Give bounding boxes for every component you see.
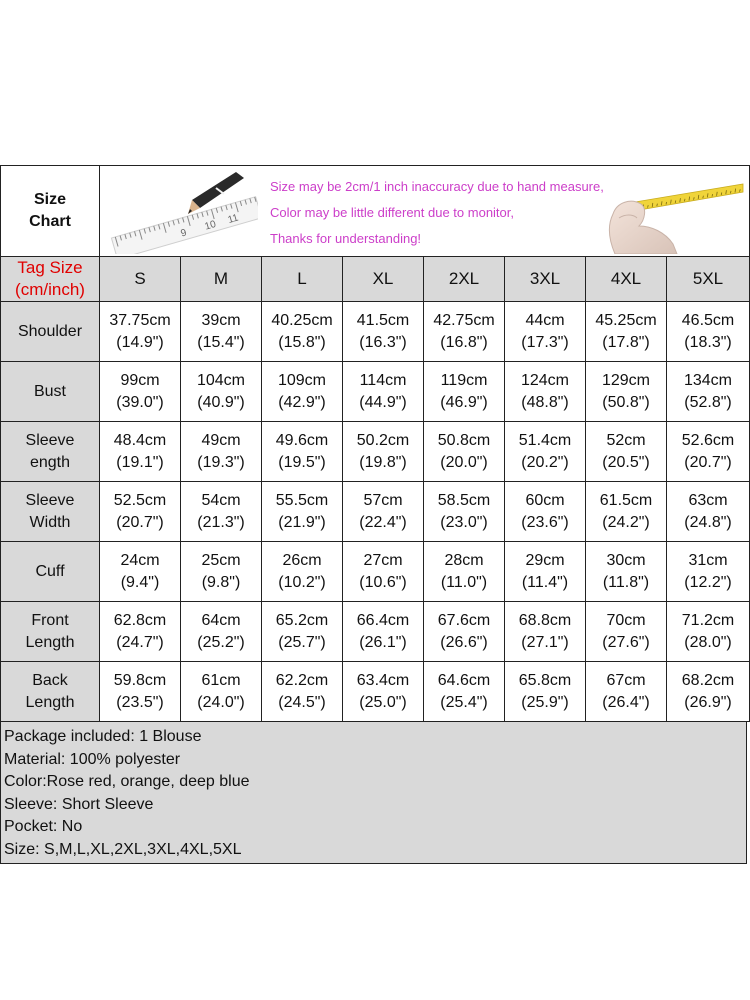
measurement-inch: (42.9")	[278, 393, 326, 411]
size-header-cell: XL	[343, 257, 424, 302]
measurement-cm: 50.2cm	[356, 431, 410, 449]
measurement-inch: (24.7")	[116, 633, 164, 651]
measurement-cell	[343, 662, 424, 722]
measurement-cm: 62.8cm	[113, 611, 167, 629]
tag-size-header	[1, 257, 100, 302]
measurement-inch: (19.1")	[116, 453, 164, 471]
measurement-label-line: Length	[25, 693, 75, 711]
measurement-inch: (26.6")	[440, 633, 488, 651]
measurement-cell	[100, 662, 181, 722]
ruler-tick-label: 9	[179, 227, 188, 240]
measurement-label-line: Front	[31, 611, 69, 629]
measurement-cell	[100, 302, 181, 362]
measurement-cm: 61.5cm	[599, 491, 653, 509]
measurement-cell	[262, 302, 343, 362]
measuring-tape-hand-illustration	[595, 174, 745, 254]
tag-size-unit: (cm/inch)	[15, 280, 85, 299]
measurement-cm: 37.75cm	[109, 311, 171, 329]
measurement-label	[1, 662, 100, 722]
size-header-cell: 5XL	[667, 257, 750, 302]
measurement-cm: 26cm	[282, 551, 322, 569]
measurement-row	[1, 662, 750, 722]
measurement-row	[1, 602, 750, 662]
measurement-inch: (10.6")	[359, 573, 407, 591]
measurement-cell	[181, 422, 262, 482]
measurement-cm: 45.25cm	[595, 311, 657, 329]
title-line-1: Size	[33, 191, 66, 208]
measurement-inch: (24.2")	[602, 513, 650, 531]
measurement-cell	[667, 662, 750, 722]
measurement-inch: (10.2")	[278, 573, 326, 591]
measurement-label	[1, 482, 100, 542]
measurement-inch: (9.8")	[201, 573, 241, 591]
measurement-cm: 60cm	[525, 491, 565, 509]
measurement-label-line: Sleeve	[25, 431, 75, 449]
size-header-cell: 3XL	[505, 257, 586, 302]
measurement-cm: 44cm	[525, 311, 565, 329]
measurement-inch: (39.0")	[116, 393, 164, 411]
measurement-cell	[181, 362, 262, 422]
measurement-inch: (25.4")	[440, 693, 488, 711]
measurement-inch: (23.6")	[521, 513, 569, 531]
measurement-cell	[424, 662, 505, 722]
measurement-label-line: Bust	[33, 382, 66, 400]
measurement-cell	[667, 302, 750, 362]
measurement-cell	[586, 422, 667, 482]
measurement-cell	[667, 362, 750, 422]
ruler-pencil-illustration	[108, 170, 258, 254]
measurement-cell	[505, 482, 586, 542]
measurement-cell	[343, 482, 424, 542]
size-chart-title	[1, 166, 100, 257]
measurement-label-line: Cuff	[35, 562, 65, 580]
measurement-cm: 57cm	[363, 491, 403, 509]
measurement-cm: 40.25cm	[271, 311, 333, 329]
measurement-row	[1, 362, 750, 422]
measurement-notes	[270, 174, 604, 252]
measurement-row	[1, 422, 750, 482]
measurement-cm: 50.8cm	[437, 431, 491, 449]
product-info	[0, 722, 747, 864]
measurement-cell	[181, 662, 262, 722]
note-line: Thanks for understanding!	[270, 231, 422, 246]
measurement-cell	[667, 482, 750, 542]
ruler-tick-label: 10	[203, 218, 218, 233]
measurement-inch: (22.4")	[359, 513, 407, 531]
measurement-inch: (26.1")	[359, 633, 407, 651]
measurement-cell	[100, 602, 181, 662]
measurement-cm: 65.2cm	[275, 611, 329, 629]
measurement-row	[1, 542, 750, 602]
size-chart	[0, 165, 749, 864]
measurement-cm: 67.6cm	[437, 611, 491, 629]
measurement-cm: 49cm	[201, 431, 241, 449]
measurement-inch: (19.8")	[359, 453, 407, 471]
measurement-inch: (16.3")	[359, 333, 407, 351]
measurement-inch: (48.8")	[521, 393, 569, 411]
measurement-cell	[505, 542, 586, 602]
measurement-inch: (20.7")	[116, 513, 164, 531]
measurement-label-line: Shoulder	[17, 322, 83, 340]
measurement-cm: 52.6cm	[681, 431, 735, 449]
note-line: Size may be 2cm/1 inch inaccuracy due to hand measure,	[270, 179, 604, 194]
measurement-cm: 31cm	[688, 551, 728, 569]
measurement-inch: (24.0")	[197, 693, 245, 711]
measurement-cell	[586, 302, 667, 362]
title-line-2: Chart	[29, 213, 71, 230]
measurement-cell	[343, 362, 424, 422]
measurement-cell	[586, 362, 667, 422]
measurement-cm: 51.4cm	[518, 431, 572, 449]
measurement-cm: 52cm	[606, 431, 646, 449]
measurement-label-line: ength	[29, 453, 71, 471]
measurement-cell	[181, 542, 262, 602]
measurement-cell	[424, 482, 505, 542]
measurement-cm: 54cm	[201, 491, 241, 509]
measurement-inch: (26.4")	[602, 693, 650, 711]
size-header-cell: S	[100, 257, 181, 302]
measurement-inch: (21.3")	[197, 513, 245, 531]
measurement-cm: 109cm	[277, 371, 327, 389]
measurement-inch: (24.5")	[278, 693, 326, 711]
measurement-cell	[505, 422, 586, 482]
size-header-cell: 2XL	[424, 257, 505, 302]
measurement-cell	[262, 662, 343, 722]
info-sleeve: Sleeve: Short Sleeve	[4, 795, 154, 813]
measurement-cm: 61cm	[201, 671, 241, 689]
measurement-inch: (40.9")	[197, 393, 245, 411]
measurement-cm: 124cm	[520, 371, 570, 389]
measurement-cm: 71.2cm	[681, 611, 735, 629]
measurement-inch: (25.2")	[197, 633, 245, 651]
measurement-inch: (27.1")	[521, 633, 569, 651]
measurement-inch: (12.2")	[684, 573, 732, 591]
measurement-inch: (23.5")	[116, 693, 164, 711]
measurement-cm: 63.4cm	[356, 671, 410, 689]
measurement-cell	[100, 482, 181, 542]
measurement-inch: (23.0")	[440, 513, 488, 531]
measurement-cell	[262, 542, 343, 602]
measurement-inch: (20.0")	[440, 453, 488, 471]
measurement-cell	[586, 662, 667, 722]
measurement-label	[1, 602, 100, 662]
measurement-label-line: Sleeve	[25, 491, 75, 509]
measurement-inch: (21.9")	[278, 513, 326, 531]
measurement-cm: 68.8cm	[518, 611, 572, 629]
measurement-cm: 70cm	[606, 611, 646, 629]
measurement-inch: (17.8")	[602, 333, 650, 351]
measurement-cm: 25cm	[201, 551, 241, 569]
measurement-cell	[100, 422, 181, 482]
measurement-cell	[262, 422, 343, 482]
measurement-inch: (26.9")	[684, 693, 732, 711]
size-header-row	[1, 257, 750, 302]
measurement-cell	[505, 662, 586, 722]
measurement-cell	[343, 422, 424, 482]
measurement-inch: (20.2")	[521, 453, 569, 471]
size-table	[0, 165, 750, 722]
size-header-cell: M	[181, 257, 262, 302]
measurement-label	[1, 362, 100, 422]
hand-icon	[609, 201, 677, 254]
measurement-label	[1, 542, 100, 602]
measurement-cell	[586, 542, 667, 602]
ruler-tick-label: 11	[226, 212, 240, 226]
measurement-inch: (24.8")	[684, 513, 732, 531]
measurement-cm: 58.5cm	[437, 491, 491, 509]
measurement-inch: (25.0")	[359, 693, 407, 711]
measurement-cell	[343, 302, 424, 362]
measurement-label	[1, 302, 100, 362]
measurement-cell	[343, 602, 424, 662]
measurement-inch: (16.8")	[440, 333, 488, 351]
size-header-cell: 4XL	[586, 257, 667, 302]
measurement-inch: (27.6")	[602, 633, 650, 651]
measurement-inch: (11.8")	[602, 573, 650, 591]
measurement-cell	[100, 542, 181, 602]
measurement-label-line: Length	[25, 633, 75, 651]
measurement-cm: 114cm	[359, 371, 407, 389]
note-line: Color may be little different due to monitor,	[270, 205, 514, 220]
measurement-inch: (25.7")	[278, 633, 326, 651]
measurement-cm: 48.4cm	[113, 431, 167, 449]
tag-size-label: Tag Size	[17, 258, 83, 277]
measurement-cell	[667, 602, 750, 662]
measurement-banner	[100, 166, 750, 257]
measurement-cm: 63cm	[688, 491, 728, 509]
measurement-cell	[424, 302, 505, 362]
measurement-cell	[262, 602, 343, 662]
measurement-cm: 27cm	[363, 551, 403, 569]
measurement-cm: 68.2cm	[681, 671, 735, 689]
info-color: Color:Rose red, orange, deep blue	[4, 773, 250, 790]
size-header-cell: L	[262, 257, 343, 302]
measurement-cm: 28cm	[444, 551, 484, 569]
measurement-cell	[343, 542, 424, 602]
measurement-cell	[667, 422, 750, 482]
measurement-inch: (25.9")	[521, 693, 569, 711]
measurement-inch: (11.0")	[440, 573, 488, 591]
info-sizes: Size: S,M,L,XL,2XL,3XL,4XL,5XL	[4, 840, 242, 858]
tape-icon	[635, 184, 743, 210]
measurement-cm: 29cm	[525, 551, 565, 569]
measurement-inch: (9.4")	[120, 573, 160, 591]
measurement-cm: 46.5cm	[681, 311, 735, 329]
measurement-cell	[586, 602, 667, 662]
measurement-inch: (19.3")	[197, 453, 245, 471]
measurement-cm: 39cm	[201, 311, 241, 329]
measurement-cell	[181, 302, 262, 362]
info-material: Material: 100% polyester	[4, 750, 181, 768]
measurement-cm: 49.6cm	[275, 431, 329, 449]
measurement-inch: (46.9")	[440, 393, 488, 411]
measurement-label	[1, 422, 100, 482]
measurement-inch: (14.9")	[116, 333, 164, 351]
measurement-cm: 62.2cm	[275, 671, 329, 689]
measurement-cell	[181, 482, 262, 542]
measurement-cm: 24cm	[120, 551, 160, 569]
measurement-inch: (15.8")	[278, 333, 326, 351]
measurement-cm: 64.6cm	[437, 671, 491, 689]
measurement-cell	[424, 422, 505, 482]
measurement-cm: 67cm	[606, 671, 646, 689]
measurement-cell	[262, 482, 343, 542]
measurement-inch: (15.4")	[197, 333, 245, 351]
measurement-inch: (20.5")	[602, 453, 650, 471]
measurement-cell	[181, 602, 262, 662]
measurement-cell	[100, 362, 181, 422]
measurement-cm: 99cm	[120, 371, 160, 389]
measurement-inch: (28.0")	[684, 633, 732, 651]
measurement-cm: 41.5cm	[356, 311, 410, 329]
measurement-cm: 134cm	[683, 371, 733, 389]
measurement-inch: (17.3")	[521, 333, 569, 351]
measurement-label-line: Back	[32, 671, 68, 689]
measurement-cell	[667, 542, 750, 602]
measurement-cell	[424, 602, 505, 662]
measurement-cm: 30cm	[606, 551, 646, 569]
measurement-inch: (19.5")	[278, 453, 326, 471]
measurement-cm: 129cm	[601, 371, 651, 389]
measurement-cm: 119cm	[440, 371, 488, 389]
measurement-inch: (18.3")	[684, 333, 732, 351]
measurement-cell	[424, 362, 505, 422]
info-pocket: Pocket: No	[4, 818, 83, 835]
measurement-cm: 66.4cm	[356, 611, 410, 629]
measurement-cm: 65.8cm	[518, 671, 572, 689]
info-package: Package included: 1 Blouse	[4, 728, 202, 745]
measurement-inch: (20.7")	[684, 453, 732, 471]
measurement-inch: (52.8")	[684, 393, 732, 411]
measurement-cell	[262, 362, 343, 422]
measurement-cm: 55.5cm	[275, 491, 329, 509]
measurement-cm: 52.5cm	[113, 491, 167, 509]
measurement-inch: (11.4")	[521, 573, 569, 591]
measurement-cm: 42.75cm	[433, 311, 495, 329]
measurement-row	[1, 482, 750, 542]
measurement-inch: (44.9")	[359, 393, 407, 411]
measurement-inch: (50.8")	[602, 393, 650, 411]
measurement-cell	[424, 542, 505, 602]
measurement-cell	[505, 302, 586, 362]
measurement-label-line: Width	[29, 513, 71, 531]
measurement-cell	[586, 482, 667, 542]
measurement-row	[1, 302, 750, 362]
measurement-cell	[505, 602, 586, 662]
measurement-cm: 64cm	[201, 611, 241, 629]
measurement-cm: 104cm	[196, 371, 246, 389]
measurement-cell	[505, 362, 586, 422]
measurement-cm: 59.8cm	[113, 671, 167, 689]
